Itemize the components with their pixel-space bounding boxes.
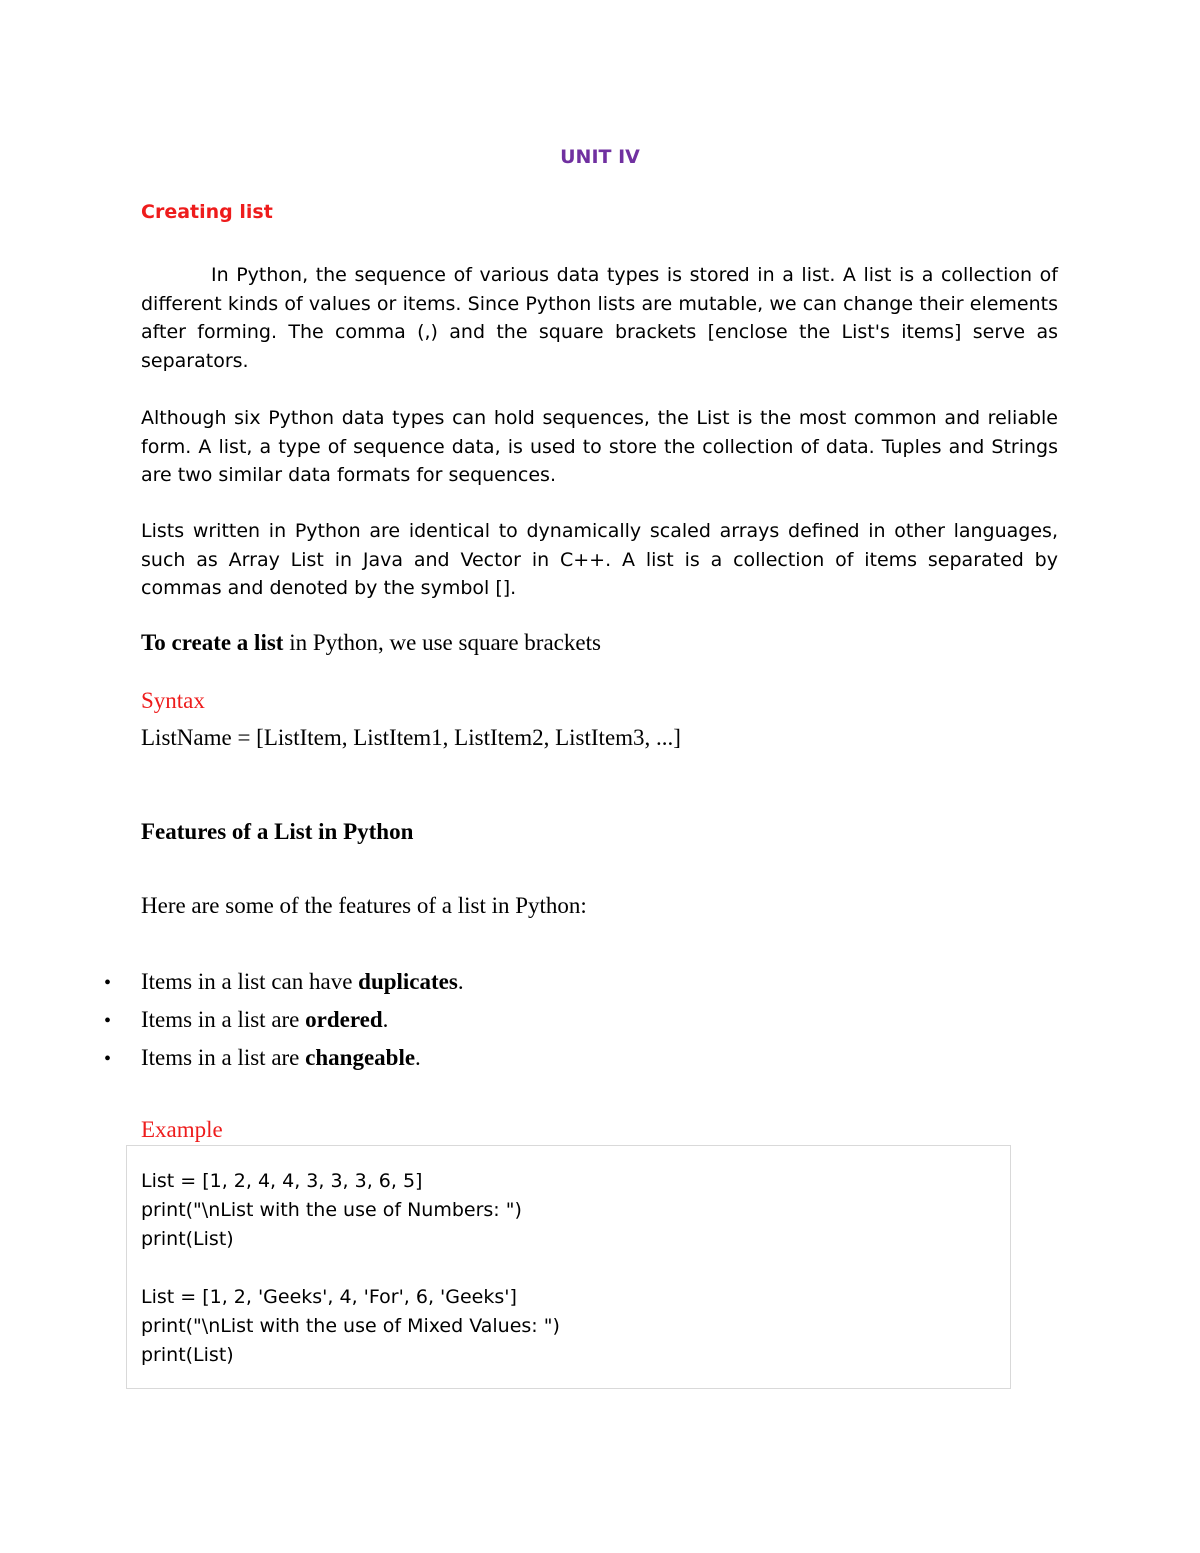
list-item: • Items in a list are ordered.	[104, 1001, 464, 1039]
list-item: • Items in a list can have duplicates.	[104, 963, 464, 1001]
create-list-rest: in Python, we use square brackets	[283, 630, 601, 655]
create-list-bold: To create a list	[141, 630, 284, 655]
syntax-label: Syntax	[141, 688, 205, 713]
code-line: print(List)	[141, 1344, 234, 1366]
paragraph-sequences: Although six Python data types can hold sequences, the List is the most common and reliable form. A list, a type of sequence data, is used to store the collection of data. Tuples and Strings are two similar data formats for sequences.	[141, 407, 1058, 486]
features-intro: Here are some of the features of a list in Python:	[141, 893, 587, 918]
bullet-icon: •	[104, 972, 112, 994]
create-list-line	[141, 630, 601, 656]
code-spacer	[141, 1254, 560, 1283]
example-label: Example	[141, 1117, 223, 1142]
list-item: • Items in a list are changeable.	[104, 1039, 464, 1077]
code-line: List = [1, 2, 4, 4, 3, 3, 3, 6, 5]	[141, 1170, 423, 1192]
code-line: print("\nList with the use of Numbers: ")	[141, 1199, 522, 1221]
paragraph-intro: In Python, the sequence of various data types is stored in a list. A list is a collection of different kinds of values or items. Since Python lists are mutable, we can change their elements after forming. The comma (,) and the square brackets [enclose the List's items] serve as separators.	[141, 264, 1058, 372]
code-line: print("\nList with the use of Mixed Values: ")	[141, 1315, 560, 1337]
code-line: List = [1, 2, 'Geeks', 4, 'For', 6, 'Geeks']	[141, 1286, 517, 1308]
features-list	[104, 963, 464, 1077]
unit-title: UNIT IV	[560, 146, 640, 168]
features-heading: Features of a List in Python	[141, 819, 414, 844]
bullet-icon: •	[104, 1010, 112, 1032]
bullet-icon: •	[104, 1048, 112, 1070]
paragraph-arrays: Lists written in Python are identical to dynamically scaled arrays defined in other languages, such as Array List in Java and Vector in C++. A list is a collection of items separated by commas and denoted by the symbol [].	[141, 520, 1058, 599]
section-heading: Creating list	[141, 201, 273, 223]
code-line: print(List)	[141, 1228, 234, 1250]
code-example	[141, 1167, 560, 1370]
syntax-code: ListName = [ListItem, ListItem1, ListItem2, ListItem3, ...]	[141, 725, 681, 750]
